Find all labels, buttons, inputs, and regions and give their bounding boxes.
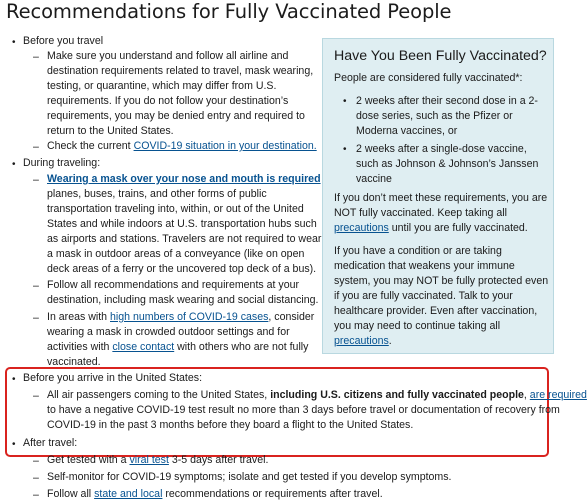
text-line: requirements, you may be denied entry and required to xyxy=(47,110,305,122)
sidebar-para-not-vaccinated: If you don’t meet these requirements, you are NOT fully vaccinated. Keep taking all precautions until you are fully vaccinated. xyxy=(334,192,548,234)
sidebar-bullet-single-dose xyxy=(356,142,538,187)
bullet-icon: • xyxy=(12,37,16,48)
text-line: States and while indoors at U.S. transportation hubs such xyxy=(47,218,317,230)
text-line: healthcare provider. Even after vaccination, xyxy=(334,305,538,317)
fully-vaccinated-sidebar xyxy=(322,38,554,354)
during-item-areas: In areas with high numbers of COVID-19 cases, consider wearing a mask in crowded outdoor settings and for activities with close contact with others who are not fully vaccinated. xyxy=(47,311,315,368)
during-item-mask xyxy=(47,172,335,277)
text-line: destination, including mask wearing and social distancing. xyxy=(47,294,319,306)
viral-test-link[interactable]: viral test xyxy=(129,454,169,466)
text-line: planes, buses, trains, and other forms of public xyxy=(47,188,267,200)
text-line: vaccinated. xyxy=(47,356,101,368)
during-item-follow xyxy=(47,278,318,308)
text-line: 2 weeks after their second dose in a 2- xyxy=(356,95,538,107)
dash-icon: – xyxy=(33,174,39,186)
text-line: return to the United States. xyxy=(47,125,174,137)
text-line: dose series, such as the Pfizer or xyxy=(356,110,513,122)
text-line: Moderna vaccines, or xyxy=(356,125,458,137)
page-title: Recommendations for Fully Vaccinated People xyxy=(6,0,452,23)
section-heading-before: Before you travel xyxy=(23,35,104,47)
dash-icon: – xyxy=(33,312,39,324)
text-line: vaccine xyxy=(356,173,392,185)
precautions-link-2[interactable]: precautions xyxy=(334,335,389,347)
state-local-link[interactable]: state and local xyxy=(94,488,163,500)
dash-icon: – xyxy=(33,489,39,501)
text-line: testing, or quarantine, which may differ from U.S. xyxy=(47,80,277,92)
precautions-link[interactable]: precautions xyxy=(334,222,389,234)
sidebar-intro: People are considered fully vaccinated*: xyxy=(334,72,523,84)
text-line: destination requirements related to travel, mask wearing, xyxy=(47,65,314,77)
text-line: system, you may NOT be fully protected even xyxy=(334,275,549,287)
text-line: requirements. If you do not follow your destination’s xyxy=(47,95,289,107)
text-line: a mask in outdoor areas of a conveyance (like on open xyxy=(47,248,305,260)
dash-icon: – xyxy=(33,141,39,153)
text-line: to have a negative COVID-19 test result no more than 3 days before travel or documentation of recovery from xyxy=(47,404,560,416)
arrive-item-test: All air passengers coming to the United States, including U.S. citizens and fully vaccinated people, are required to have a negative COVID-19 test result no more than 3 days before travel or documentation of recovery from COVID-19 in the past 3 months before they board a flight to the United States. xyxy=(47,389,587,431)
bullet-icon: • xyxy=(12,159,16,170)
sidebar-para-condition: If you have a condition or are taking medication that weakens your immune system, you may NOT be fully protected even if you are fully vaccinated. Talk to your healthcare provider. Even after vaccination, you may need to continue taking all precautions. xyxy=(334,245,549,347)
bullet-icon: • xyxy=(12,374,16,385)
text-line: transportation traveling into, within, or out of the United xyxy=(47,203,304,215)
are-required-link[interactable]: are required xyxy=(529,389,587,401)
after-item-follow: Follow all state and local recommendations or requirements after travel. xyxy=(47,488,383,500)
bullet-icon: • xyxy=(12,439,16,450)
bullet-icon: • xyxy=(343,96,347,107)
section-heading-during: During traveling: xyxy=(23,157,101,169)
text-line: NOT fully vaccinated. Keep taking all xyxy=(334,207,507,219)
dash-icon: – xyxy=(33,280,39,292)
sidebar-title: Have You Been Fully Vaccinated? xyxy=(334,48,547,64)
after-item-monitor: Self-monitor for COVID-19 symptoms; isolate and get tested if you develop symptoms. xyxy=(47,471,452,483)
text-line: medication that weakens your immune xyxy=(334,260,515,272)
text-line: If you don’t meet these requirements, you are xyxy=(334,192,548,204)
section-heading-arrive: Before you arrive in the United States: xyxy=(23,372,203,384)
dash-icon: – xyxy=(33,51,39,63)
sidebar-bullet-two-dose xyxy=(356,94,538,139)
section-heading-after: After travel: xyxy=(23,437,78,449)
high-cases-link[interactable]: high numbers of COVID-19 cases xyxy=(110,311,269,323)
mask-required-link[interactable]: Wearing a mask over your nose and mouth is required xyxy=(47,173,321,185)
text-line: 2 weeks after a single-dose vaccine, xyxy=(356,143,527,155)
text-line: Make sure you understand and follow all airline and xyxy=(47,50,289,62)
dash-icon: – xyxy=(33,455,39,467)
after-item-test: Get tested with a viral test 3-5 days after travel. xyxy=(47,454,269,466)
before-item-check: Check the current COVID-19 situation in your destination. xyxy=(47,140,317,152)
text-line: COVID-19 in the past 3 months before they board a flight to the United States. xyxy=(47,419,414,431)
text-line: deck areas of a ferry or the uncovered top deck of a bus). xyxy=(47,263,317,275)
text-line: you may need to continue taking all xyxy=(334,320,501,332)
text-line: as airports and stations. Travelers are not required to wear xyxy=(47,233,322,245)
text-line: wearing a mask in crowded outdoor settings and for xyxy=(47,326,290,338)
text-line: such as Johnson & Johnson’s Janssen xyxy=(356,158,539,170)
before-item-requirements xyxy=(47,49,313,139)
close-contact-link[interactable]: close contact xyxy=(112,341,175,353)
dash-icon: – xyxy=(33,390,39,402)
covid-situation-link[interactable]: COVID-19 situation in your destination. xyxy=(133,140,317,152)
dash-icon: – xyxy=(33,472,39,484)
text-line: If you have a condition or are taking xyxy=(334,245,502,257)
bullet-icon: • xyxy=(343,144,347,155)
text-line: if you are fully vaccinated. Talk to your xyxy=(334,290,513,302)
text-line: Follow all recommendations and requirements at your xyxy=(47,279,300,291)
